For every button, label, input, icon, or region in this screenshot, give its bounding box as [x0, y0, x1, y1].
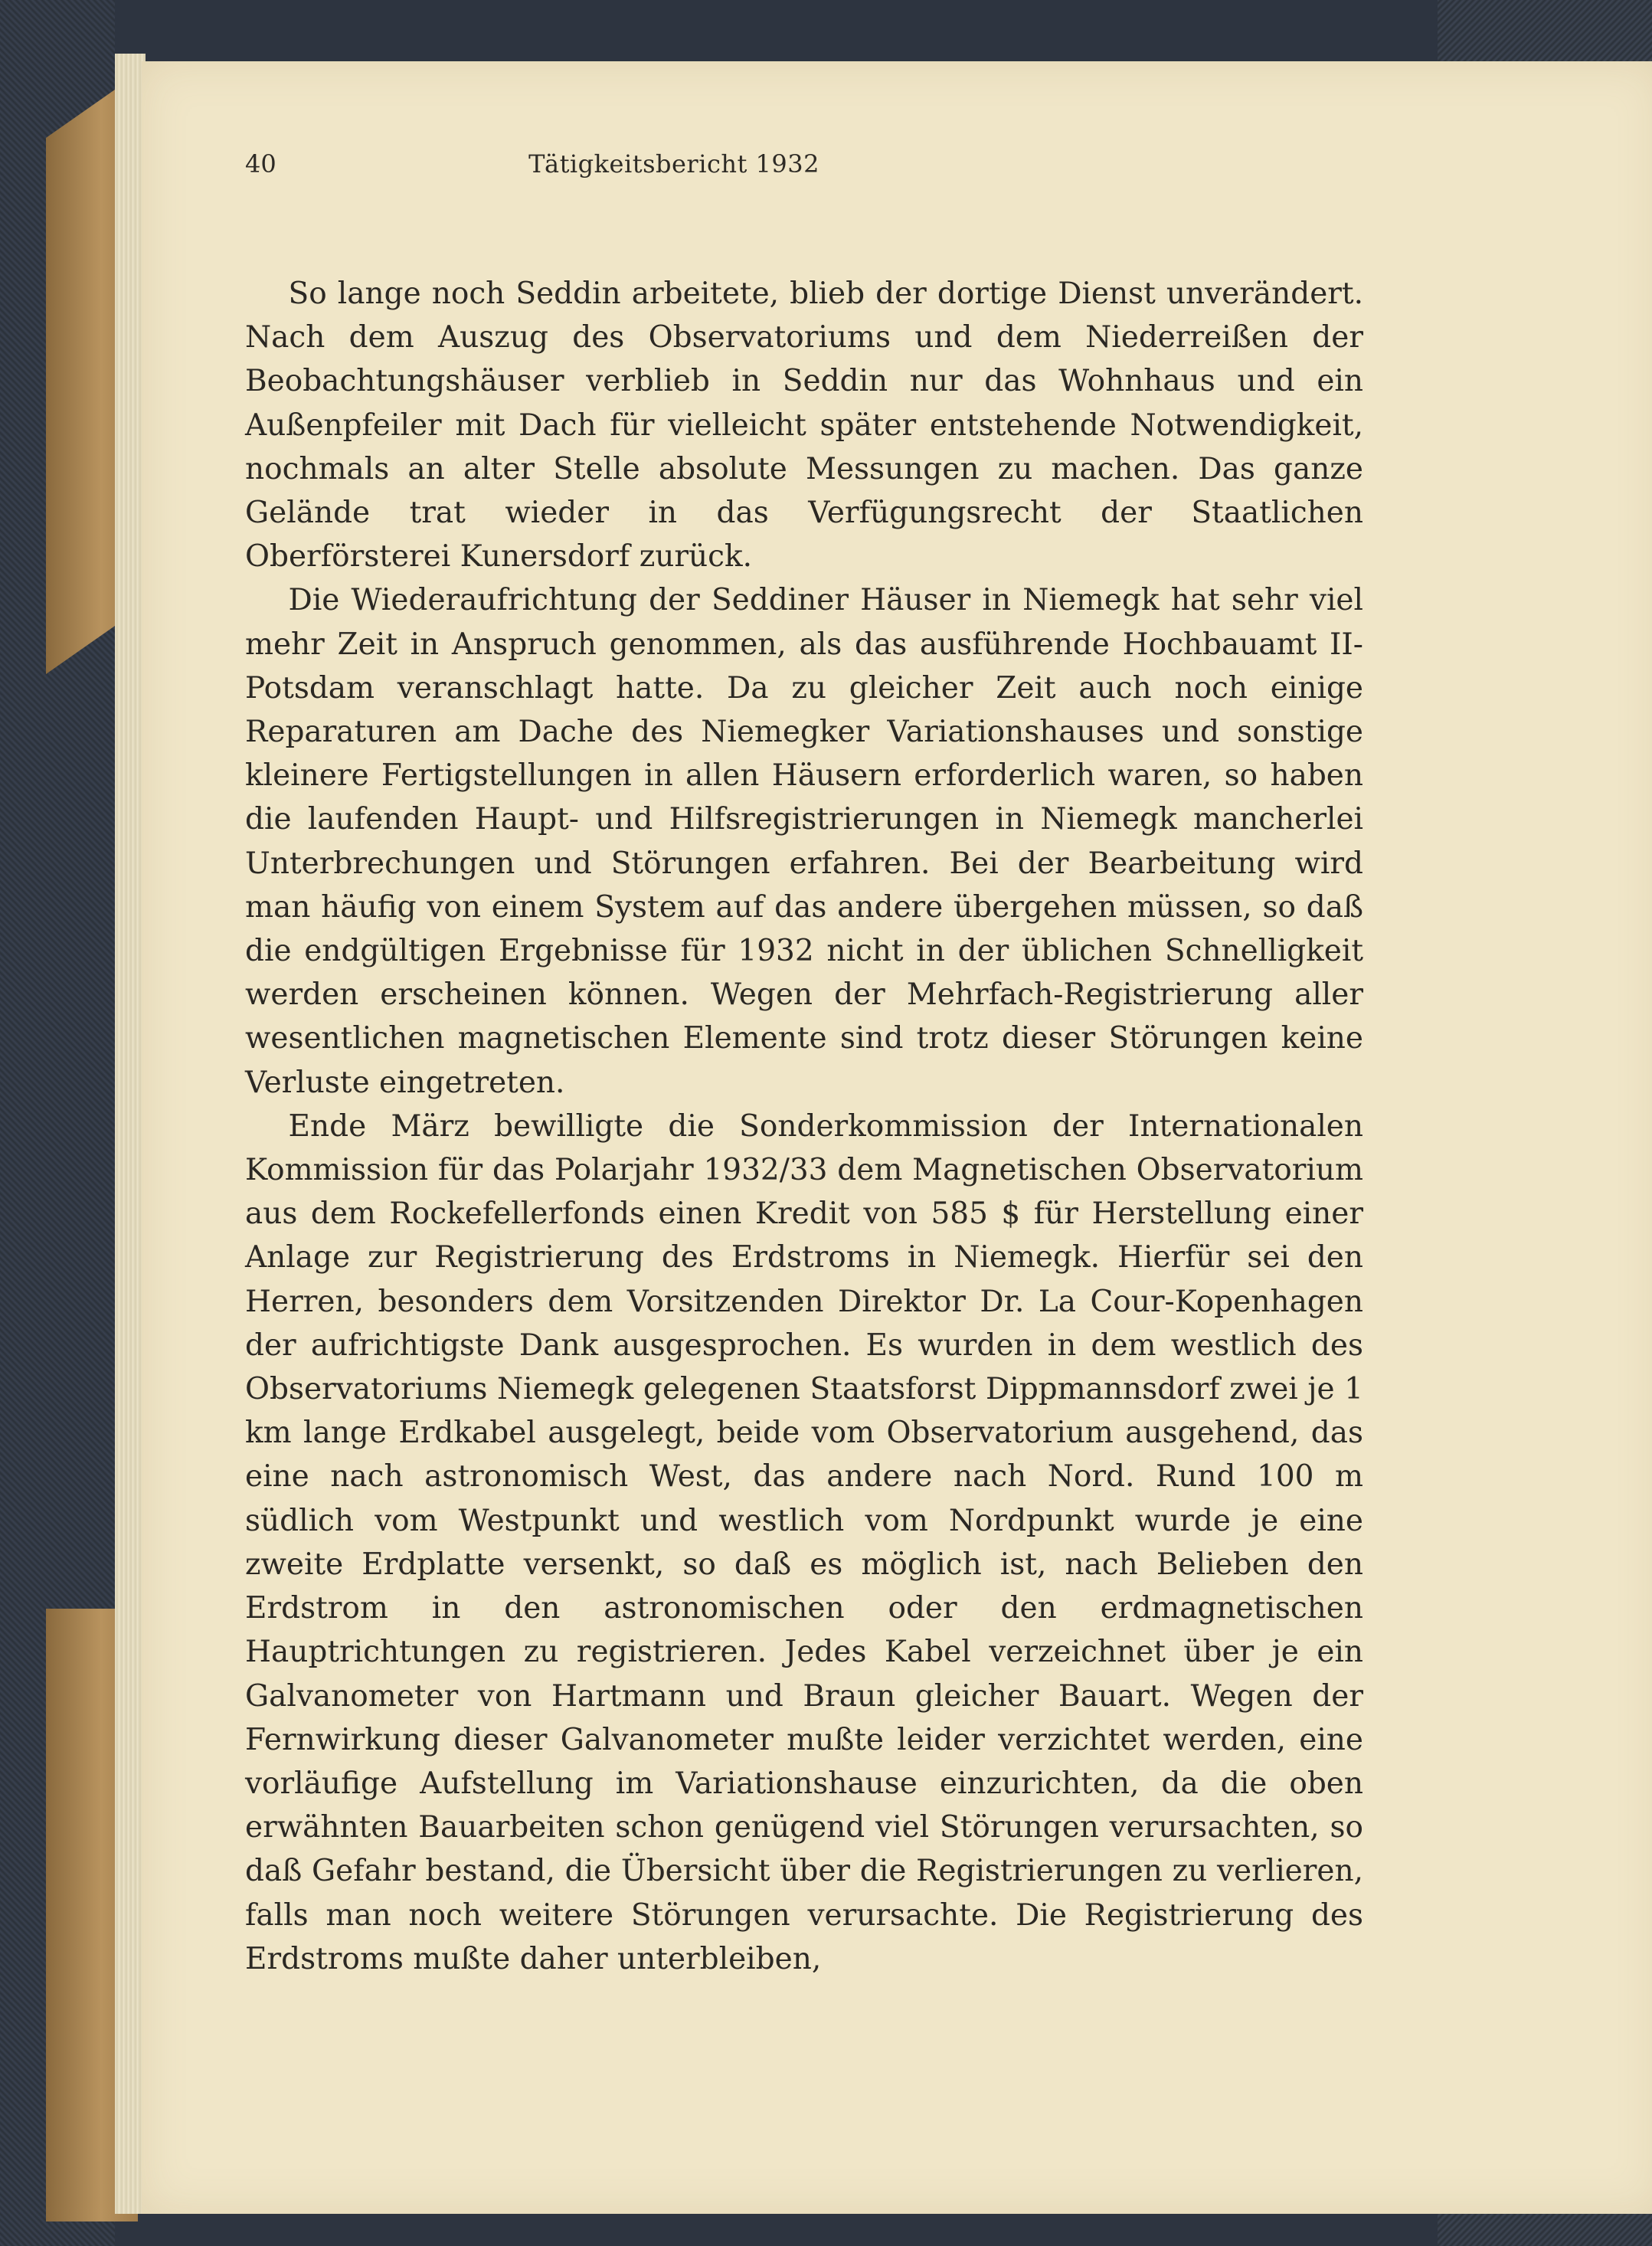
paragraph: Ende März bewilligte die Sonderkommission der Internationalen Kommission für das Polarjahr 1932/33 dem Magnetischen Observatorium aus dem Rockefellerfonds einen Kredit von 585 $ für Herstellung einer Anlage zur Registrierung des Erdstroms in Niemegk. Hierfür sei den Herren, besonders dem Vorsitzenden Direktor Dr. La Cour-Kopenhagen der aufrichtigste Dank ausgesprochen. Es wurden in dem westlich des Observatoriums Niemegk gelegenen Staatsforst Dippmannsdorf zwei je 1 km lange Erdkabel ausgelegt, beide vom Observatorium ausgehend, das eine nach astronomisch West, das andere nach Nord. Rund 100 m südlich vom Westpunkt und westlich vom Nordpunkt wurde je eine zweite Erdplatte versenkt, so daß es möglich ist, nach Belieben den Erdstrom in den astronomischen oder den erdmagnetischen Hauptrichtungen zu registrieren. Jedes Kabel verzeichnet über je ein Galvanometer von Hartmann und Braun gleicher Bauart. Wegen der Fernwirkung dieser Galvanometer mußte leider verzichtet werden, eine vorläufige Aufstellung im Variationshause einzurichten, da die oben erwähnten Bauarbeiten schon genügend viel Störungen verursachten, so daß Gefahr bestand, die Übersicht über die Registrierungen zu verlieren, falls man noch weitere Störungen verursachte. Die Registrierung des Erdstroms mußte daher unterbleiben,: [245, 1108, 1363, 1976]
paragraph: So lange noch Seddin arbeitete, blieb der dortige Dienst unverändert. Nach dem Auszug des Observatoriums und dem Niederreißen der Beobachtungshäuser verblieb in Seddin nur das Wohnhaus und ein Außenpfeiler mit Dach für vielleicht später entstehende Notwendigkeit, nochmals an alter Stelle absolute Messungen zu machen. Das ganze Gelände trat wieder in das Verfügungsrecht der Staatlichen Oberförsterei Kunersdorf zurück.: [245, 277, 1363, 575]
paragraph: Die Wiederaufrichtung der Seddiner Häuser in Niemegk hat sehr viel mehr Zeit in Anspruch genommen, als das ausführende Hochbauamt II-Potsdam veranschlagt hatte. Da zu gleicher Zeit auch noch einige Reparaturen am Dache des Niemegker Variationshauses und sonstige kleinere Fertigstellungen in allen Häusern erforderlich waren, so haben die laufenden Haupt- und Hilfsregistrierungen in Niemegk mancherlei Unterbrechungen und Störungen erfahren. Bei der Bearbeitung wird man häufig von einem System auf das andere übergehen müssen, so daß die endgültigen Ergebnisse für 1932 nicht in der üblichen Schnelligkeit werden erscheinen können. Wegen der Mehrfach-Registrierung aller wesentlichen magnetischen Elemente sind trotz dieser Störungen keine Verluste eingetreten.: [245, 583, 1363, 1100]
running-title: Tätigkeitsbericht 1932: [528, 149, 819, 178]
body-text: [245, 272, 1363, 1981]
page-number: 40: [245, 149, 276, 178]
page-edges: [115, 54, 146, 2214]
page-header: [245, 149, 1103, 195]
